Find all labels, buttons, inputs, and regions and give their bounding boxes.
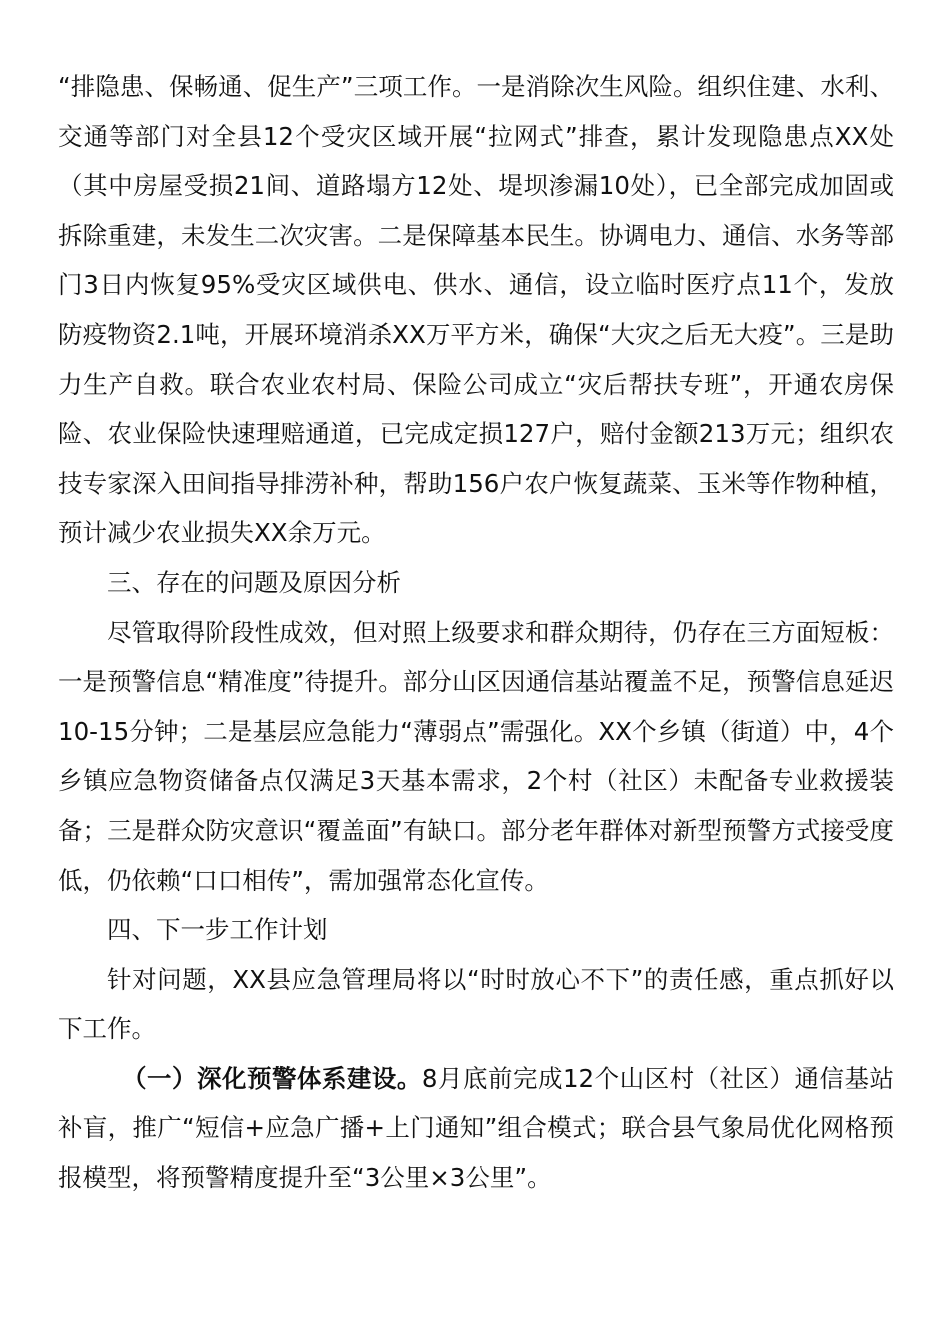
paragraph-section2-continuation: “排隐患、保畅通、促生产”三项工作。一是消除次生风险。组织住建、水利、交通等部门对全县12个受灾区域开展“拉网式”排查，累计发现隐患点XX处（其中房屋受损21间、道路塌方12处、堤坝渗漏10处），已全部完成加固或拆除重建，未发生二次灾害。二是保障基本民生。协调电力、通信、水务等部门3日内恢复95%受灾区域供电、供水、通信，设立临时医疗点11个，发放防疫物资2.1吨，开展环境消杀XX万平方米，确保“大灾之后无大疫”。三是助力生产自救。联合农业农村局、保险公司成立“灾后帮扶专班”，开通农房保险、农业保险快速理赔通道，已完成定损127户，赔付金额213万元；组织农技专家深入田间指导排涝补种，帮助156户农户恢复蔬菜、玉米等作物种植，预计减少农业损失XX余万元。 — [58, 72, 894, 548]
plan-item-1-body: 8月底前完成12个山区村（社区）通信基站补盲，推广“短信+应急广播+上门通知”组合模式；联合县气象局优化网格预报模型，将预警精度提升至“3公里×3公里”。 — [58, 1063, 895, 1193]
paragraph-problems: 尽管取得阶段性成效，但对照上级要求和群众期待，仍存在三方面短板：一是预警信息“精准度”待提升。部分山区因通信基站覆盖不足，预警信息延迟10-15分钟；二是基层应急能力“薄弱点”需强化。XX个乡镇（街道）中，4个乡镇应急物资储备点仅满足3天基本需求，2个村（社区）未配备专业救援装备；三是群众防灾意识“覆盖面”有缺口。部分老年群体对新型预警方式接受度低，仍依赖“口口相传”，需加强常态化宣传。 — [58, 617, 894, 895]
document-page — [58, 62, 894, 1203]
plan-item-1 — [58, 1054, 894, 1203]
section-heading-problems: 三、存在的问题及原因分析 — [107, 567, 401, 597]
section-heading-next-steps: 四、下一步工作计划 — [107, 915, 328, 945]
paragraph-plan-intro: 针对问题，XX县应急管理局将以“时时放心不下”的责任感，重点抓好以下工作。 — [58, 964, 894, 1044]
plan-item-1-lead: （一）深化预警体系建设。 — [122, 1063, 422, 1093]
